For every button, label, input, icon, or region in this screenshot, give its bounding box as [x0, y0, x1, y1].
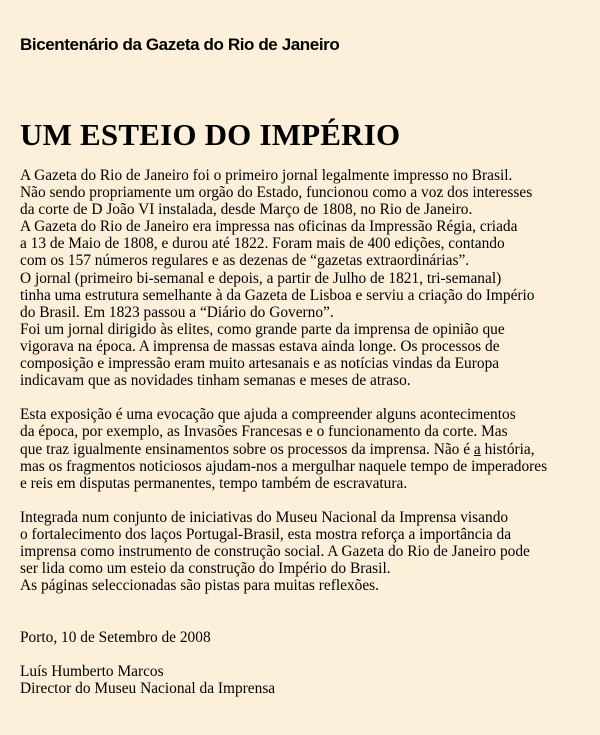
text-line: Não sendo propriamente um orgão do Estado, funcionou como a voz dos interesses: [20, 184, 533, 202]
signature-role: Director do Museu Nacional da Imprensa: [20, 679, 276, 697]
text-fragment: que traz igualmente ensinamentos sobre os processos da imprensa. Não é: [20, 440, 474, 458]
underlined-word: a: [473, 440, 481, 458]
text-line: e reis em disputas permanentes, tempo também de escravatura.: [20, 474, 408, 492]
paragraph-museum: [20, 509, 600, 594]
text-fragment: história,: [480, 440, 535, 458]
text-line: O jornal (primeiro bi-semanal e depois, a partir de Julho de 1821, tri-semanal): [20, 269, 502, 287]
text-line: o fortalecimento dos laços Portugal-Brasil, esta mostra reforça a importância da: [20, 525, 512, 543]
text-line: A Gazeta do Rio de Janeiro era impressa nas oficinas da Impressão Régia, criada: [20, 218, 518, 236]
text-line: Integrada num conjunto de iniciativas do Museu Nacional da Imprensa visando: [20, 508, 509, 526]
text-line: tinha uma estrutura semelhante à da Gazeta de Lisboa e serviu a criação do Império: [20, 286, 535, 304]
paragraph-exhibition: [20, 406, 600, 491]
signature-block: [20, 663, 600, 697]
date-line: Porto, 10 de Setembro de 2008: [20, 628, 211, 646]
text-line: com os 157 números regulares e as dezenas de “gazetas extraordinárias”.: [20, 252, 470, 270]
text-line: composição e impressão eram muito artesanais e as notícias vindas da Europa: [20, 355, 500, 373]
text-line: A Gazeta do Rio de Janeiro foi o primeiro jornal legalmente impresso no Brasil.: [20, 167, 513, 184]
text-line: mas os fragmentos noticiosos ajudam-nos a mergulhar naquele tempo de imperadores: [20, 457, 548, 475]
text-line: imprensa como instrumento de construção social. A Gazeta do Rio de Janeiro pode: [20, 543, 530, 561]
text-line: indicavam que as novidades tinham semanas e meses de atraso.: [20, 372, 411, 390]
text-line: Foi um jornal dirigido às elites, como grande parte da imprensa de opinião que: [20, 320, 505, 338]
signature-name: Luís Humberto Marcos: [20, 662, 164, 680]
text-line: do Brasil. Em 1823 passou a “Diário do Governo”.: [20, 303, 334, 321]
text-line: [20, 441, 600, 458]
paragraph-intro: [20, 167, 600, 389]
text-line: a 13 de Maio de 1808, e durou até 1822. Foram mais de 400 edições, contando: [20, 235, 505, 253]
text-line: vigorava na época. A imprensa de massas estava ainda longe. Os processos de: [20, 337, 500, 355]
text-line: da corte de D João VI instalada, desde Março de 1808, no Rio de Janeiro.: [20, 201, 473, 219]
article-body: [20, 167, 600, 697]
page-header: Bicentenário da Gazeta do Rio de Janeiro: [20, 35, 340, 54]
text-line: Esta exposição é uma evocação que ajuda a compreender alguns acontecimentos: [20, 406, 516, 424]
article-title: UM ESTEIO DO IMPÉRIO: [20, 117, 401, 152]
text-line: da época, por exemplo, as Invasões Francesas e o funcionamento da corte. Mas: [20, 423, 508, 441]
text-line: As páginas seleccionadas são pistas para muitas reflexões.: [20, 577, 379, 595]
text-line: ser lida como um esteio da construção do Império do Brasil.: [20, 560, 391, 578]
